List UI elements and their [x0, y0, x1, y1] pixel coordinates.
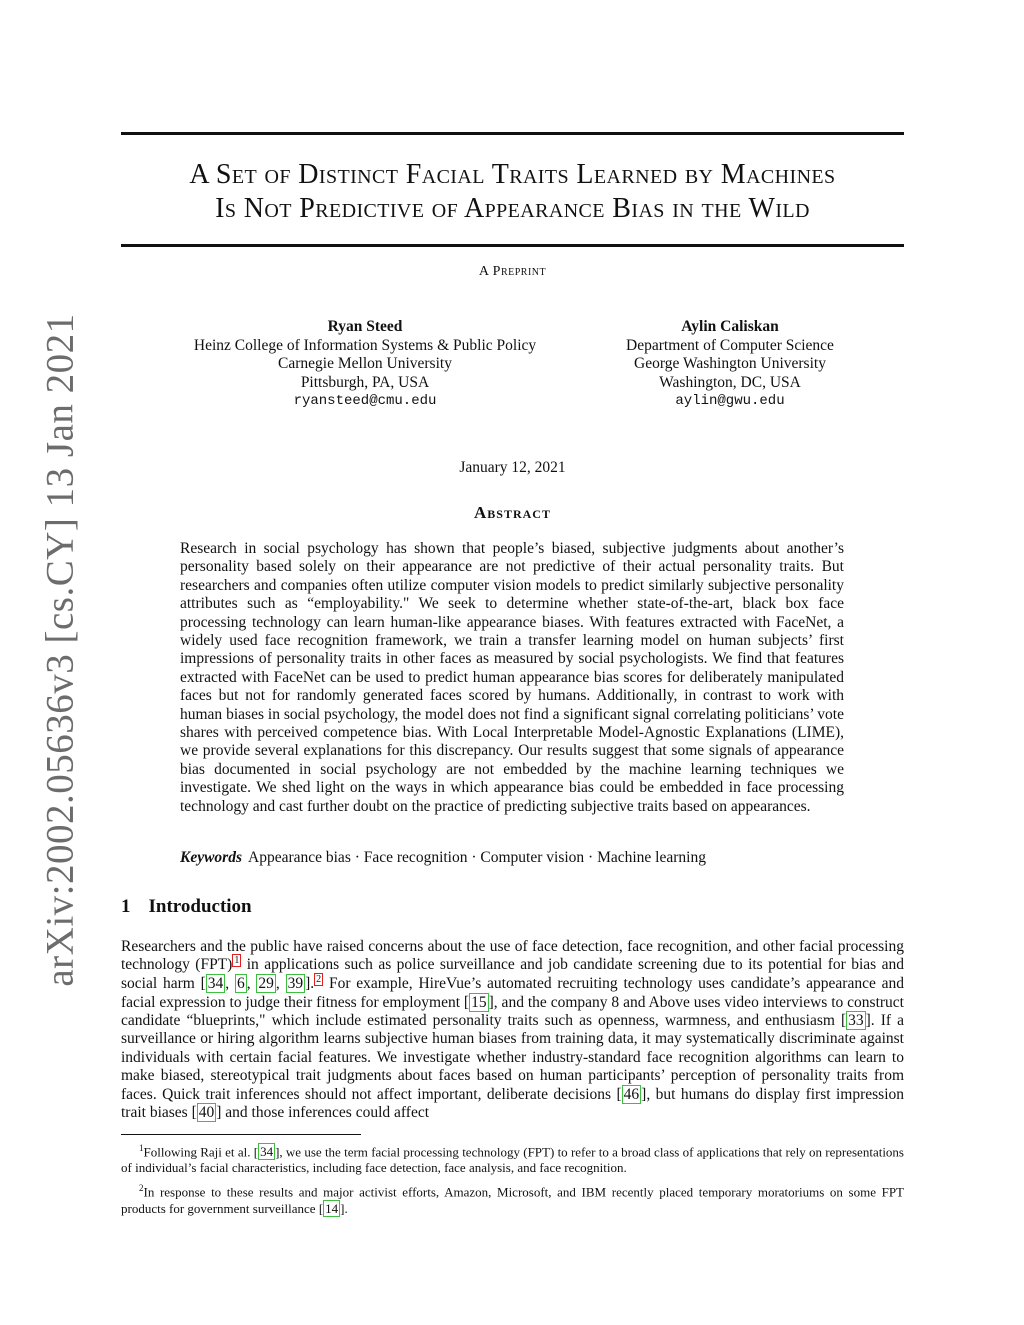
author-block-1 [170, 318, 560, 411]
footnote-mark: 2 [139, 1183, 144, 1194]
publication-date: January 12, 2021 [459, 459, 566, 476]
author-institution: George Washington University [634, 355, 826, 372]
author-name: Ryan Steed [327, 318, 403, 335]
intro-text: ] and those inferences could affect [216, 1103, 430, 1121]
paper-title [121, 158, 904, 226]
intro-text: , [275, 975, 286, 993]
footnote-1 [121, 1140, 904, 1176]
author-institution: Carnegie Mellon University [278, 355, 452, 372]
footnote-text: ], we use the term facial processing technology (FPT) to refer to a broad class of applications that rely on representations of individual’s facial characteristics, including face detection, face analysis, and face recognition. [121, 1144, 904, 1176]
intro-text: , [225, 975, 235, 993]
citation-link[interactable]: 39 [287, 975, 304, 993]
author-block-2 [590, 318, 870, 411]
author-location: Pittsburgh, PA, USA [300, 373, 430, 391]
citation-link[interactable]: 40 [198, 1103, 215, 1121]
intro-text: in applications such as police surveillance and job candidate screening due to its potential for bias and social harm [ [121, 956, 905, 993]
title-bottom-rule [121, 244, 904, 247]
intro-text: ]. If a surveillance or hiring algorithm learns subjective human biases from training data, it may systematically discriminate against individuals with certain facial features. We investigate whether industry-standard face recognition algorithms can learn to make biased, stereotypical trait judgments about faces based on human participants’ perception of personality traits from faces. Quick trait inferences should not affect important, deliberate decisions [ [121, 1011, 904, 1103]
section-title: Introduction [148, 896, 252, 917]
citation-link[interactable]: 15 [471, 993, 487, 1011]
citation-link[interactable]: 46 [623, 1085, 640, 1103]
keywords-list: Appearance bias · Face recognition · Computer vision · Machine learning [248, 849, 706, 866]
section-heading [121, 896, 252, 918]
citation-link[interactable]: 14 [325, 1200, 339, 1216]
footnote-link[interactable]: 2 [316, 973, 322, 985]
intro-text: For example, HireVue’s automated recruiting technology uses candidate’s appearance and facial expression to judge their fitness for employment [ [121, 975, 905, 1011]
author-location: Washington, DC, USA [659, 373, 801, 391]
footnote-mark: 1 [139, 1143, 144, 1153]
keywords-label: Keywords [180, 849, 242, 866]
section-number: 1 [121, 896, 131, 917]
footnote-text: In response to these results and major activist efforts, Amazon, Microsoft, and IBM recently placed temporary moratoriums on some FPT products for government surveillance [ [121, 1184, 904, 1216]
footnote-text: Following Raji et al. [ [143, 1144, 259, 1160]
citation-link[interactable]: 34 [207, 975, 224, 993]
preprint-label: A Preprint [478, 264, 547, 279]
intro-text: ]. [305, 975, 315, 993]
citation-link[interactable]: 34 [260, 1144, 274, 1160]
citation-link[interactable]: 6 [236, 975, 245, 993]
abstract-body: Research in social psychology has shown that people’s biased, subjective judgments about another’s personality based solely on their appearance are not predictive of their actual personality traits. But researchers and companies often utilize computer vision models to predict similarly subjective personality attributes such as “employability." We seek to determine whether state-of-the-art, black box face processing technology can learn human-like appearance biases. With features extracted with FaceNet, a widely used face recognition framework, we train a transfer learning model on human subjects’ first impressions of personality traits in other faces as measured by social psychologists. We find that features extracted with FaceNet can be used to predict human appearance bias scores for deliberately manipulated faces but not for randomly generated faces scored by humans. Additionally, in contrast to work with human biases in social psychology, the model does not find a significant signal correlating politicians’ vote shares with perceived competence bias. With Local Interpretable Model-Agnostic Explanations (LIME), we provide several explanations for this discrepancy. Our results suggest that some signals of appearance bias documented in social psychology are not embedded by the machine learning techniques we investigate. We shed light on the ways in which appearance bias could be embedded in face processing technology and cast further doubt on the practice of predicting subjective traits based on appearances. [180, 540, 844, 815]
arxiv-identifier[interactable]: arXiv:2002.05636v3 [cs.CY] 13 Jan 2021 [38, 313, 82, 987]
citation-link[interactable]: 33 [848, 1011, 864, 1029]
author-name: Aylin Caliskan [681, 318, 779, 335]
title-line-1: A Set of Distinct Facial Traits Learned by Machines [189, 159, 836, 190]
introduction-paragraph [121, 938, 904, 1122]
author-email[interactable]: ryansteed@cmu.edu [293, 393, 437, 409]
footnote-text: ]. [340, 1200, 348, 1216]
keywords-line [180, 849, 844, 867]
author-affiliation: Heinz College of Information Systems & Public Policy [193, 336, 537, 354]
footnote-2 [121, 1180, 904, 1216]
abstract-heading: Abstract [474, 503, 551, 522]
title-line-2: Is Not Predictive of Appearance Bias in the Wild [215, 193, 810, 224]
author-email[interactable]: aylin@gwu.edu [675, 393, 785, 409]
title-top-rule [121, 132, 904, 135]
author-affiliation: Department of Computer Science [626, 336, 834, 354]
intro-text: , [246, 975, 257, 993]
footnote-rule [121, 1134, 361, 1135]
intro-text: ], but humans do display first impression trait biases [ [121, 1085, 905, 1121]
intro-text: Researchers and the public have raised concerns about the use of face detection, face recognition, and other facial processing technology (FPT) [121, 938, 904, 974]
citation-link[interactable]: 29 [258, 975, 274, 993]
footnotes [121, 1140, 904, 1221]
intro-text: ], and the company 8 and Above uses video interviews to construct candidate “blueprints," which include estimated personality traits such as openness, warmness, and enthusiasm [ [121, 993, 904, 1029]
footnote-link[interactable]: 1 [234, 955, 240, 967]
